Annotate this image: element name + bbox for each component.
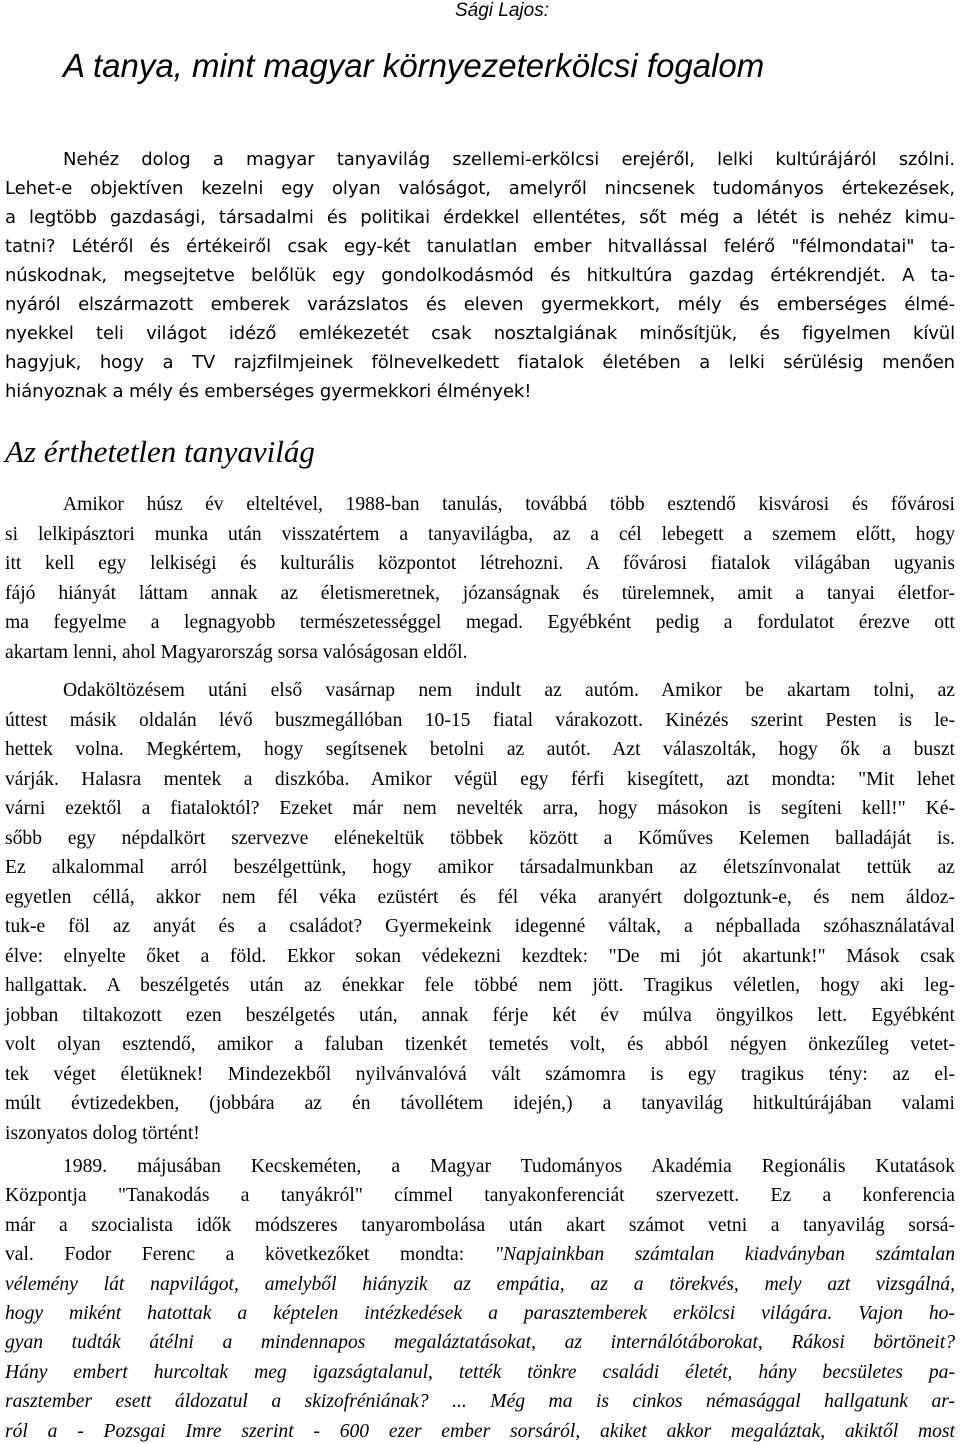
paragraph-line: úttest másik oldalán lévő buszmegállóban 10-15 fiatal várakozott. Kinézés szerint Pesten is le- (5, 709, 955, 731)
paragraph-line: núskodnak, megsejtetve belőlük egy gondolkodásmód és hitkultúra gazdag értékrendjét. A ta- (5, 265, 955, 286)
paragraph-line: hagyjuk, hogy a TV rajzfilmjeinek fölnevelkedett fiatalok életében a lelki sérülésig menően (5, 352, 955, 373)
paragraph-line: Odaköltözésem utáni első vasárnap nem indult az autóm. Amikor be akartam tolni, az (63, 680, 955, 701)
paragraph-line: ma fegyelme a legnagyobb természetességgel megad. Egyébként pedig a fordulatot érezve ott (5, 612, 955, 633)
quotation-line: hogy miként hatottak a képtelen intézkedések a parasztemberek erkölcsi világára. Vajon ho- (5, 1303, 955, 1325)
quotation-text: "Napjainkban számtalan kiadványban számtalan (494, 1244, 956, 1266)
paragraph-line: a legtöbb gazdasági, társadalmi és politikai érdekkel ellentétes, sőt még a létét is nehéz kimu- (5, 207, 955, 228)
paragraph-line: Lehet-e objektíven kezelni egy olyan valóságot, amelyről nincsenek tudományos értekezések, (5, 178, 955, 199)
paragraph-line: tek véget életüknek! Mindezekből nyilvánvalóvá vált számomra is egy tragikus tény: az el- (5, 1063, 955, 1085)
author-name: Sági Lajos: (454, 0, 549, 21)
paragraph-line: 1989. májusában Kecskeméten, a Magyar Tudományos Akadémia Regionális Kutatások (63, 1156, 955, 1177)
paragraph-line: itt kell egy lelkiségi és kulturális központot létrehozni. A fővárosi fiatalok világában ugyanis (5, 553, 955, 574)
section-heading: Az érthetetlen tanyavilág (5, 434, 315, 469)
paragraph-line: hallgattak. A beszélgetés után az énekkar fele többé nem jött. Tragikus véletlen, hogy aki leg- (5, 975, 955, 996)
paragraph-line: egyetlen céllá, akkor nem fél véka ezüstért és fél véka aranyért dolgoztunk-e, és nem áldoz- (5, 886, 955, 908)
intro-paragraph (5, 145, 955, 406)
paragraph-line: sőbb egy népdalkört szervezve elénekeltük többek között a Kőműves Kelemen balladáját is. (5, 827, 955, 849)
document-title: A tanya, mint magyar környezeterkölcsi fogalom (63, 47, 765, 84)
paragraph-2 (5, 490, 955, 667)
paragraph-line: akartam lenni, ahol Magyarország sorsa valóságosan eldől. (5, 641, 468, 663)
paragraph-line: már a szocialista idők módszeres tanyarombolása után akart számot vetni a tanyavilág sorsá- (5, 1214, 955, 1236)
paragraph-line: Központja "Tanakodás a tanyákról" címmel tanyakonferenciát szervezett. Ez a konferencia (5, 1185, 955, 1207)
paragraph-line: várják. Halasra mentek a diszkóba. Amikor végül egy férfi kisegített, azt mondta: "Mit lehet (5, 768, 955, 790)
paragraph-line: Nehéz dolog a magyar tanyavilág szellemi-erkölcsi erejéről, lelki kultúrájáról szólni. (63, 149, 955, 170)
paragraph-line: jobban tiltakozott ezen beszélgetés után, annak férje két év múlva öngyilkos lett. Egyébként (5, 1004, 955, 1026)
paragraph-line: si lelkipásztori munka után visszatértem a tanyavilágba, az a cél lebegett a szemem előtt, hogy (5, 523, 955, 545)
paragraph-line: volt olyan esztendő, amikor a faluban tizenkét temetés volt, és abból négyen önkezűleg vetet- (5, 1034, 955, 1055)
paragraph-4 (5, 1152, 955, 1444)
paragraph-line: hiányoznak a mély és emberséges gyermekkori élmények! (5, 381, 532, 402)
paragraph-line: nyáról elszármazott emberek varázslatos és eleven gyermekkort, mély és emberséges élmé- (5, 294, 955, 315)
paragraph-line: várni ezektől a fiataloktól? Ezeket már nem nevelték arra, hogy másokon is segíteni kell!" Ké- (5, 798, 955, 819)
quotation-line: ról a - Pozsgai Imre szerint - 600 ezer ember sorsáról, akiket akkor megaláztak, akiktől most (5, 1420, 955, 1442)
paragraph-text: val. Fodor Ferenc a következőket mondta: (5, 1244, 495, 1266)
paragraph-line: élve: elnyelte őket a föld. Ekkor sokan védekezni kezdtek: "De mi jót akartunk!" Mások csak (5, 945, 955, 967)
paragraph-line: iszonyatos dolog történt! (5, 1122, 200, 1144)
quotation-line: Hány embert hurcoltak meg igazságtalanul, tették tönkre családi életét, hány becsületes pa- (5, 1361, 955, 1383)
quotation-line: rasztember esett áldozatul a skizofréniának? ... Még ma is cinkos némasággal hallgatunk ar- (5, 1391, 955, 1413)
paragraph-line: Ez alkalommal arról beszélgettünk, hogy amikor társadalmunkban az életszínvonalat tettük az (5, 857, 955, 878)
paragraph-line: Amikor húsz év elteltével, 1988-ban tanulás, továbbá több esztendő kisvárosi és fővárosi (63, 494, 955, 515)
paragraph-line: tatni? Létéről és értékeiről csak egy-két tanulatlan ember hitvallással felérő "félmondatai" ta- (5, 236, 955, 257)
paragraph-line-mixed (5, 1240, 955, 1269)
quotation-line: gyan tudták átélni a mindennapos megaláztatásokat, az internálótáborokat, Rákosi börtöneit? (5, 1332, 955, 1354)
paragraph-line: tuk-e föl az anyát és a családot? Gyermekeink idegenné váltak, a népballada szóhasználatával (5, 916, 955, 937)
paragraph-line: fájó hiányát láttam annak az életismeretnek, józanságnak és türelemnek, amit a tanyai életfor- (5, 582, 955, 604)
paragraph-3 (5, 676, 955, 1148)
paragraph-line: nyekkel teli világot idéző emlékezetét csak nosztalgiának minősítjük, és figyelmen kívül (5, 323, 955, 344)
paragraph-line: múlt évtizedekben, (jobbára az én távollétem idején,) a tanyavilág hitkultúrájában valami (5, 1093, 955, 1114)
quotation-line: vélemény lát napvilágot, amelyből hiányzik az empátia, az a törekvés, mely azt vizsgálná, (5, 1273, 955, 1295)
paragraph-line: hettek volna. Megkértem, hogy segítsenek betolni az autót. Azt válaszolták, hogy ők a buszt (5, 739, 955, 760)
